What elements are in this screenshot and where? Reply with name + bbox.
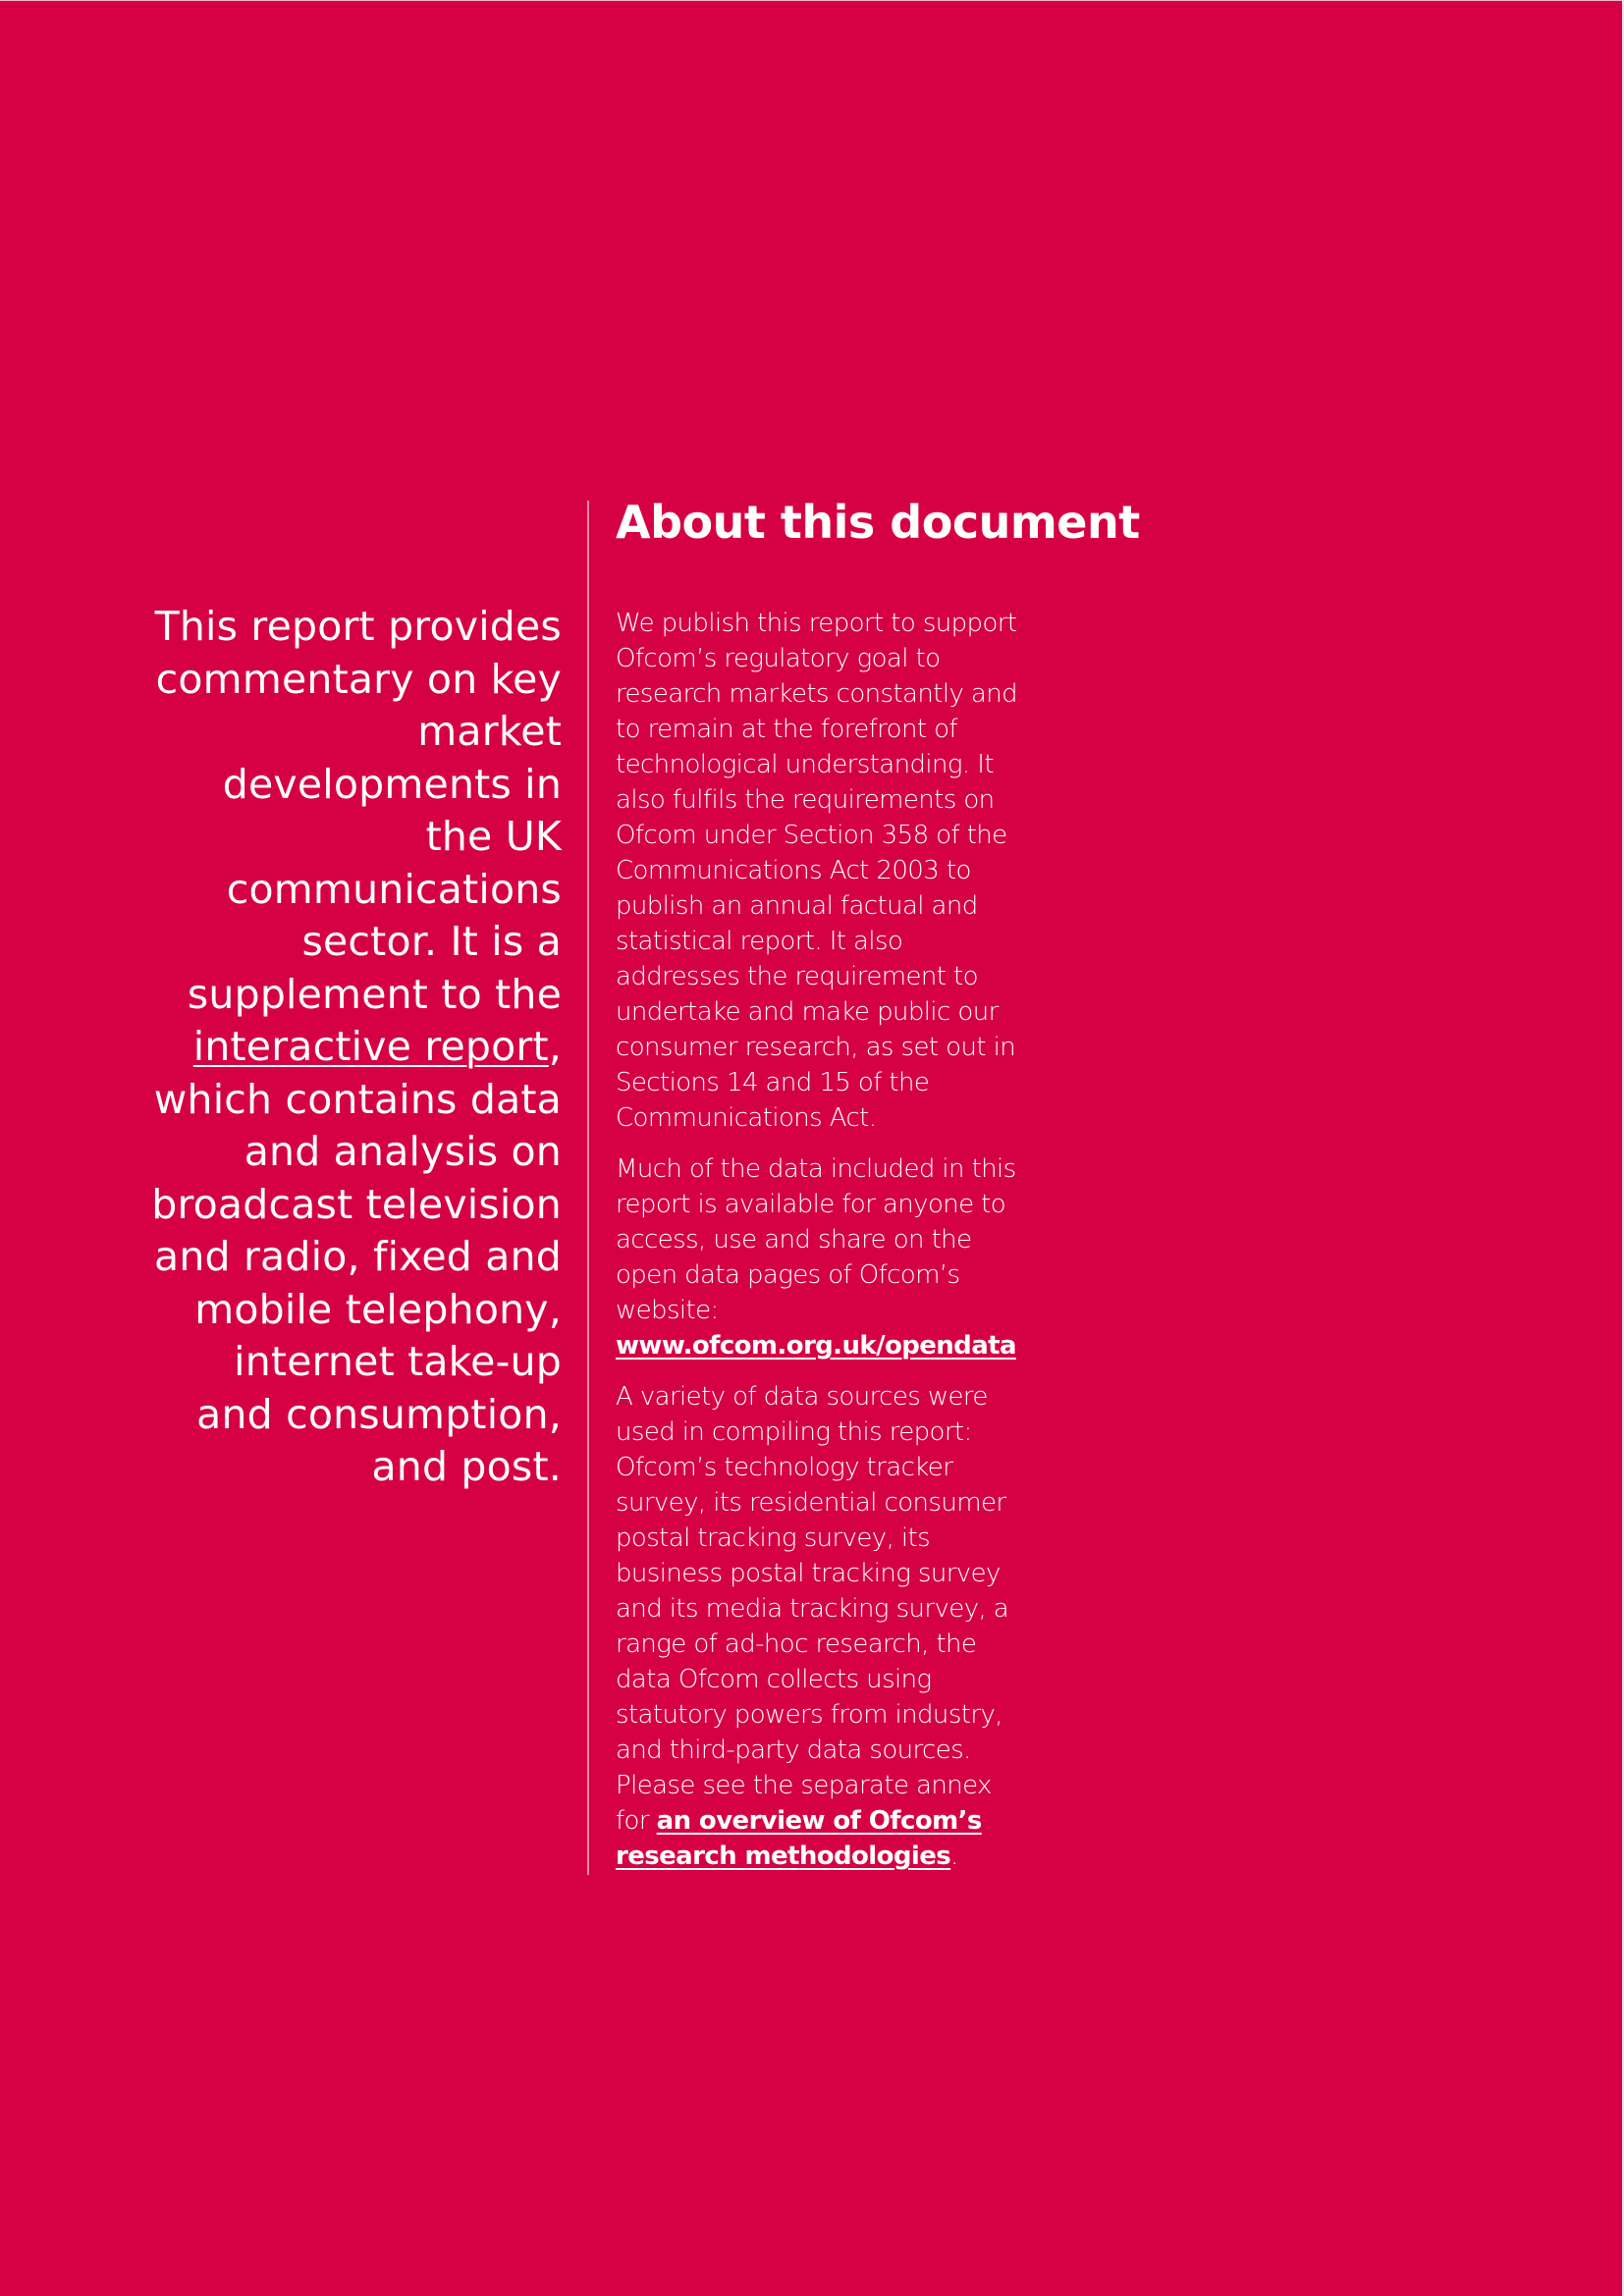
about-paragraph-2 [616, 1151, 1018, 1363]
open-data-link[interactable]: www.ofcom.org.uk/opendata [616, 1331, 1016, 1361]
research-methodologies-link[interactable]: an overview of Ofcom’s research methodologies [616, 1806, 982, 1871]
page-top-edge [0, 0, 1624, 1]
about-paragraph-3-end: . [950, 1842, 958, 1871]
intro-text-before-link: This report provides commentary on key market developments in the UK communications sector. It is a supplement to the [154, 603, 562, 1018]
about-paragraph-1: We publish this report to support Ofcom’s regulatory goal to research markets constantly and to remain at the forefront of technological understanding. It also fulfils the requirements on Ofcom under Section 358 of the Communications Act 2003 to publish an annual factual and statistical report. It also addresses the requirement to undertake and make public our consumer research, as set out in Sections 14 and 15 of the Communications Act. [616, 609, 1018, 1133]
interactive-report-link[interactable]: interactive report [192, 1023, 549, 1070]
about-paragraph-3-text: A variety of data sources were used in compiling this report: Ofcom’s technology tracker survey, its residential consumer postal tracking survey, its business postal tracking survey and its media tracking survey, a range of ad-hoc research, the data Ofcom collects using statutory powers from industry, and third-party data sources. Please see the separate annex for [616, 1382, 1009, 1836]
intro-text-after-link: , which contains data and analysis on broadcast television and radio, fixed and mobile telephony, internet take-up and consumption, and post. [151, 1023, 562, 1490]
about-paragraph-2-text: Much of the data included in this report is available for anyone to access, use and share on the open data pages of Ofcom’s website: [616, 1154, 1016, 1325]
about-paragraph-3 [616, 1379, 1018, 1874]
intro-text [147, 601, 562, 1494]
column-divider [587, 501, 589, 1875]
about-body [616, 606, 1018, 1890]
about-heading: About this document [616, 496, 1140, 549]
